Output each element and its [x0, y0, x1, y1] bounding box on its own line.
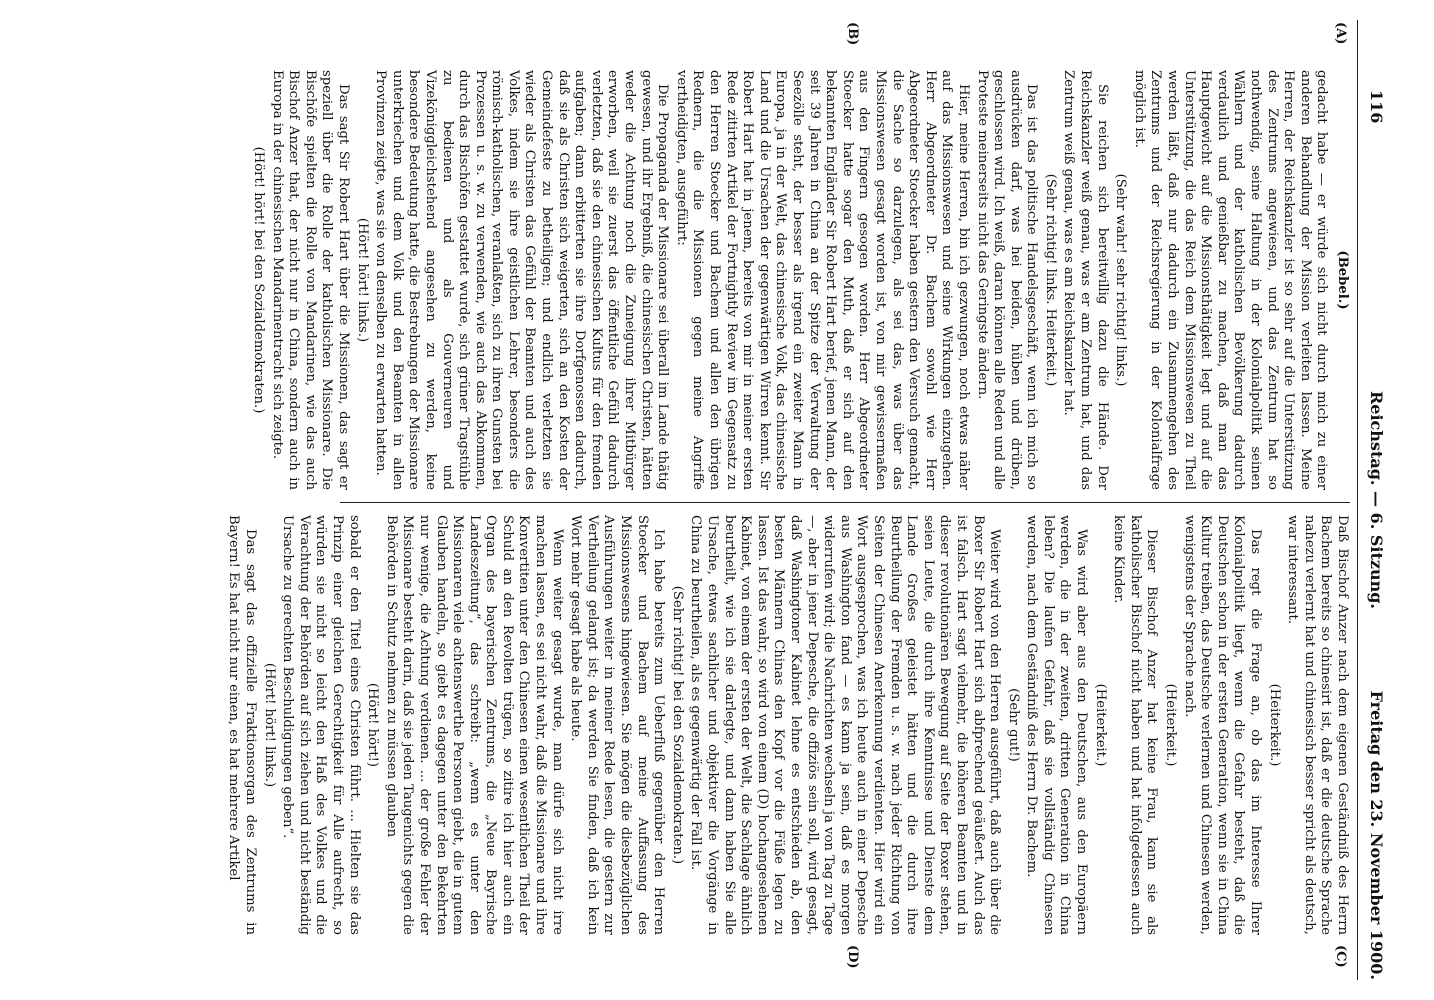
speaker-name: (Bebel.)	[1335, 250, 1350, 310]
paragraph: sobald er den Titel eines Christen führt. ... Hielten sie das Prinzip einer gleichen Gerechtigkeit für Alle aufrecht, so würden sie nicht so leicht den Haß des Volkes und die Verachtung der Behörden auf sich ziehen und nicht beständig Ursache zu gerechten Beschuldigungen geben“.	[280, 515, 362, 935]
margin-marker-c: (C)	[1333, 945, 1348, 968]
paragraph: Ich habe bereits zum Ueberfluß gegenüber den Herren Stoecker und Bachem auf meine Auffassung des Missionswesens hingewiesen. Sie mögen die diesbezüglichen Ausführungen weiter in meiner Rede lesen, die gestern zur Vertheilung gelangt ist; da werden Sie finden, daß ich kein Wort mehr gesagt habe als heute.	[568, 515, 667, 935]
paragraph: Das sagt Sir Robert Hart über die Missionen, das sagt er speziell über die Rolle der katholischen Missionare. Die Bischöfe spielten die Rolle von Mandarinen, wie das auch Bischof Anzer that, der nicht nur in China, sondern auch in Europa in der chinesischen Mandarinentracht sich zeigte.	[269, 70, 351, 490]
reaction: (Heiterkeit.)	[1266, 683, 1282, 767]
paragraph: Was wird aber aus den Deutschen, aus den Europäern werden, die in der zweiten, dritten Generation in China leben? Die laufen Gefahr, daß sie vollständig Chinesen werden, nach dem Geständniß des Herrn Dr. Bachem.	[1024, 515, 1090, 935]
paragraph: Daß Bischof Anzer nach dem eigenen Geständniß des Herrn Bachem bereits so chinesirt ist, daß er die deutsche Sprache nahezu verlernt hat und chinesisch besser spricht als deutsch, war interessant.	[1285, 515, 1350, 935]
paragraph: Das ist das politische Handelsgeschäft, wenn ich mich so ausdrücken darf, was hei beiden, hüben und drüben, geschlossen wird. Ich weiß, daran können alle Reden und alle Proteste meinerseits nicht das Geringste ändern.	[974, 70, 1040, 490]
page-date: Freitag den 23. November 1900.	[1367, 690, 1386, 980]
page-number: 116	[1367, 90, 1386, 124]
reaction: (Heiterkeit.)	[1163, 683, 1179, 767]
reaction: (Hört! hört! links.)	[261, 662, 277, 788]
paragraph: gedacht habe — er würde sich nicht durch mich zu einer anderen Behandlung der Mission verleiten lassen. Meine Herren, der Reichskanzler ist so sehr auf die Unterstützung des Zentrums angewiesen, und das Zentrum hat so nothwendig, seine Haltung in der Kolonialpolitik seinen Wählern und der katholischen Bevölkerung dadurch verdaulich und genießbar zu machen, daß man das Hauptgewicht auf die Missionsthätigkeit legt und auf die Unterstützung, die das Reich dem Missionswesen zu Theil werden läßt, daß nur dadurch ein Zusammengehen des Zentrums und der Reichsregierung in der Kolonialfrage möglich ist.	[1131, 70, 1330, 490]
reaction: (Sehr wahr! sehr richtig! links.)	[1113, 173, 1129, 387]
paragraph: Weiter wird von den Herren ausgeführt, daß auch über die Boxer Sir Robert Hart sich abfprechend geäußert. Auch das ist falsch. Hart sagt vielmehr, die höheren Beamten und in dieser revolutionären Bewegung auf Seite der Boxer stehen, seien Leute, die durch ihre Kenntnisse und Dienste dem Lande Großes geleistet hätten und die durch ihre Beurtheilung der Fremden u. s. w. nach jeder Richtung von Seiten der Chinesen Anerkennung verdienten. Hier wird ein Wort ausgesprochen, was ich heute auch in einer Depesche aus Washington fand — es kann ja sein, daß es morgen widerrufen wird; die Nachrichten wechseln ja von Tag zu Tage —, aber in jener Depesche, die offiziös sein soll, wird gesagt, daß Washingtoner Kabinet lehne es entschieden ab, den besten Männern Chinas den Kopf vor die Füße legen zu lassen. Ist das wahr, so wird von einem (D) hochangesehenen Kabinet, von einem der ersten der Welt, die Sachlage ähnlich beurtheilt, wie ich sie darlegte, und dann haben Sie alle Ursache, etwas sachlicher und objektiver die Vorgänge in China zu beurtheilen, als es gegenwärtig der Fall ist.	[688, 515, 1003, 935]
margin-marker-b: (B)	[845, 22, 860, 46]
reaction: (Hört! hört! links.)	[354, 217, 370, 343]
page-title: Reichstag. — 6. Sitzung.	[1367, 391, 1386, 609]
reaction: (Hört! hört! bei den Sozialdemokraten.)	[251, 146, 266, 414]
paragraph: Das sagt das offizielle Fraktionsorgan des Zentrums in Bayern! Es hat nicht nur einen, es hat mehrere Artikel	[226, 515, 258, 935]
paragraph: Das regt die Frage an, ob das im Interesse Ihrer Kolonialpolitik liegt, wenn die Gefahr besteht, daß die Deutschen schon in der ersten Generation, wenn sie in China Kultur treiben, das Deutsche verlernen und Chinesen werden, wenigstens der Sprache nach.	[1181, 515, 1264, 935]
page-header	[1357, 20, 1392, 980]
margin-marker-a: (A)	[1333, 22, 1348, 45]
text-column-right	[226, 515, 1350, 935]
reaction: (Heiterkeit.)	[1092, 683, 1108, 767]
margin-marker-d: (D)	[845, 945, 860, 969]
paragraph: Hier, meine Herren, bin ich gezwungen, noch etwas näher auf das Missionswesen und seine Wirkungen einzugehen. Herr Abgeordneter Dr. Bachem sowohl wie Herr Abgeordneter Stoecker haben gestern den Versuch gemacht, die Sache so darzulegen, als sei das, was über das Missionswesen gesagt worden ist, von mir gewissermaßen aus den Fingern gesogen worden. Herr Abgeordneter Stoecker hatte sogar den Muth, daß er sich auf den bekannten Engländer Sir Robert Hart berief, jenen Mann, der seit 39 Jahren in China an der Spitze der Verwaltung der Seezölle steht, der besser als irgend ein zweiter Mann in Europa, ja in der Welt, das chinesische Volk, das chinesische Land und die Ursachen der gegenwärtigen Wirren kennt. Sir Robert Hart hat in jenem, bereits von mir in meiner ersten Rede zitirten Artikel der Fortnightly Review im Gegensatz zu den Herren Stoecker und Bachem und allen den übrigen Rednern, die die Missionen gegen meine Angriffe vertheidigten, ausgeführt:	[673, 70, 971, 490]
text-column-left	[251, 70, 1350, 490]
reaction: (Sehr gut!)	[1005, 688, 1021, 762]
paragraph: Wenn weiter gesagt wurde, man dürfe sich nicht irre machen lassen, es sei nicht wahr, daß die Missionare und ihre Konvertiten unter den Chinesen einen wesentlichen Theil der Schuld an den Revolten trügen, so zitire ich hier auch ein Organ des bayerischen Zentrums, die „Neue Bayrische Landeszeitung“, das schreibt: „wenn es unter den Missionaren viele achtenswerthe Personen giebt, die in gutem Glauben handeln, so giebt es dagegen unter den Bekehrten nur wenige, die Achtung verdienen. ... der große Fehler der Missionare besteht darin, daß sie jeden Taugenichts gegen die Behörden in Schutz nehmen zu müssen glauben	[383, 515, 565, 935]
paragraph: Sie reichen sich bereitwillig dazu die Hände. Der Reichskanzler weiß genau, was er am Zentrum hat, und das Zentrum weiß genau, was es am Reichskanzler hat.	[1061, 70, 1110, 490]
reaction: (Sehr richtig! bei den Sozialdemokraten.)	[669, 585, 685, 865]
paragraph: Dieser Bischof Anzer hat keine Frau, kann sie als katholischer Bischof nicht haben und hat infolgedessen auch keine Kinder.	[1111, 515, 1160, 935]
reaction: (Sehr richtig! links. Heiterkeit.)	[1042, 173, 1058, 387]
reaction: (Hört! hört!)	[365, 682, 381, 768]
column-divider	[340, 502, 1350, 503]
quotation: Die Propaganda der Missionare sei überall im Lande thätig gewesen, und ihr Ergebniß, die chinesischen Christen, hätten weder die Achtung noch die Zuneigung ihrer Mitbürger erworben, weil sie zuerst das öffentliche Gefühl dadurch verletzten, daß sie den chinesischen Kultus für den fremden aufgaben; dann erbitterten sie ihre Dorfgenossen dadurch, daß sie als Christen sich weigerten, sich an den Kosten der Gemeindefeste zu betheiligen; und endlich verletzten sie wieder als Christen das Gefühl der Beamten und auch des Volkes, indem sie ihre geistlichen Lehrer, besonders die römisch-katholischen, veranlaßten, sich zu ihren Gunsten bei Prozessen u. s. w. zu verwenden, wie auch das Abkommen, durch das Bischöfen gestattet wurde, sich grüner Tragstühle zu bedienen und als Gouverneuren und Vizeköniggleichstehend angesehen zu werden, keine besondere Bedeutung hatte, die Bestrebungen der Missionare unterkriechen und dem Volk und den Beamten in allen Provinzen zeigte, was sie von denselben zu erwarten hatten.	[373, 70, 671, 490]
